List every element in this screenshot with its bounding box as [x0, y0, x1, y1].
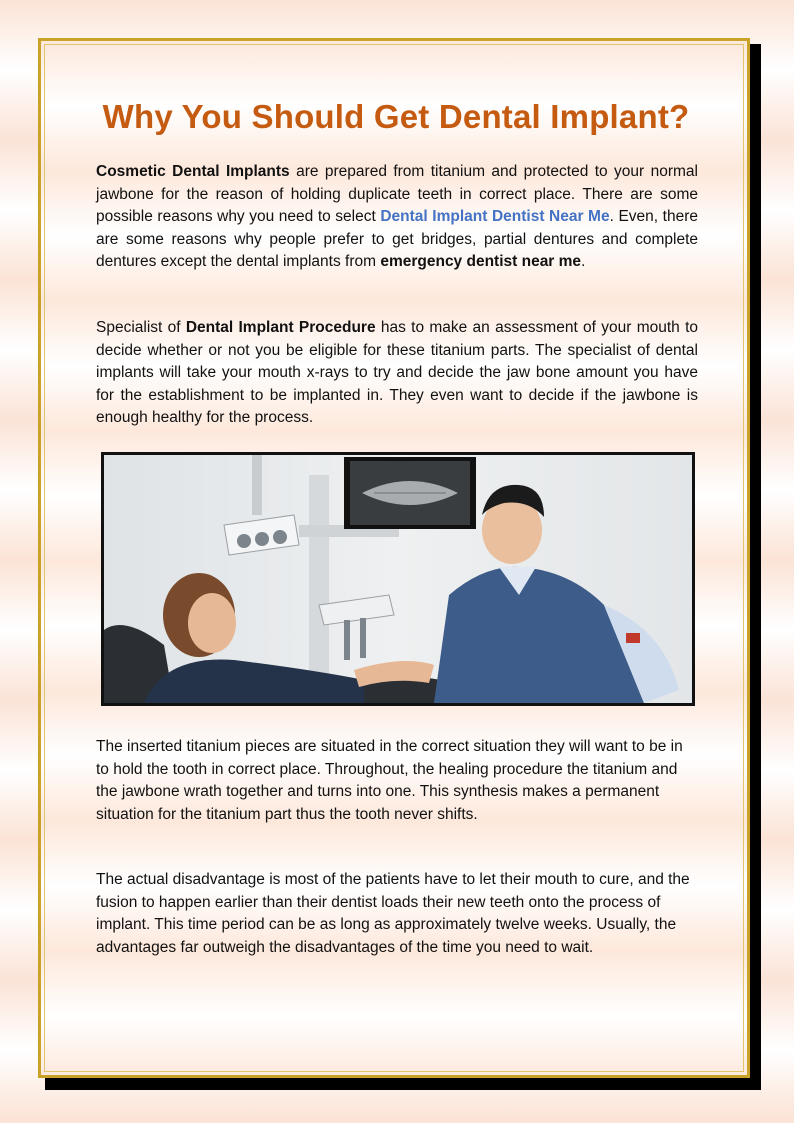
bold-dental-implant-procedure: Dental Implant Procedure — [185, 319, 376, 336]
paragraph-disadvantage: The actual disadvantage is most of the patients have to let their mouth to cure, and the fusion to happen earlier than their dentist loads their new teeth onto the process of implant. This time period can be as long as approximately twelve weeks. Usually, the advantages far outweigh the disadvantages of the time you need to wait. — [96, 871, 690, 956]
text-span: Specialist of — [96, 319, 186, 336]
bold-cosmetic-dental-implants: Cosmetic Dental Implants — [96, 163, 290, 180]
paragraph-intro — [96, 161, 698, 274]
text-span: . — [581, 253, 586, 270]
bold-emergency-dentist: emergency dentist near me — [380, 253, 582, 270]
text-span: are prepared from titanium and protected to your normal jawbone for the reason of holding duplicate teeth in correct place. There are some possible reasons why you need to select — [96, 163, 698, 225]
paragraph-inserted-titanium: The inserted titanium pieces are situated in the correct situation they will want to be in to hold the tooth in correct place. Throughout, the healing procedure the titanium and the jawbone wrath together and turns into one. This synthesis makes a permanent situation for the titanium part thus the tooth never shifts. — [96, 738, 683, 823]
text-span: . Even, there are some reasons why people prefer to get bridges, partial dentures and complete dentures except the dental implants from — [96, 208, 698, 270]
dental-implant-dentist-link[interactable]: Dental Implant Dentist Near Me — [380, 208, 610, 225]
xray-monitor — [344, 457, 476, 529]
dental-clinic-illustration — [104, 455, 692, 703]
page-title: Why You Should Get Dental Implant? — [102, 98, 690, 135]
text-span: has to make an assessment of your mouth to decide whether or not you be eligible for these titanium parts. The specialist of dental implants will take your mouth x-rays to try and decide the jaw bone amount you have for the establishment to be implanted in. They even want to decide if the jawbone is enough healthy for the process. — [96, 319, 698, 426]
dental-clinic-photo — [101, 452, 695, 706]
paragraph-specialist — [96, 317, 698, 430]
